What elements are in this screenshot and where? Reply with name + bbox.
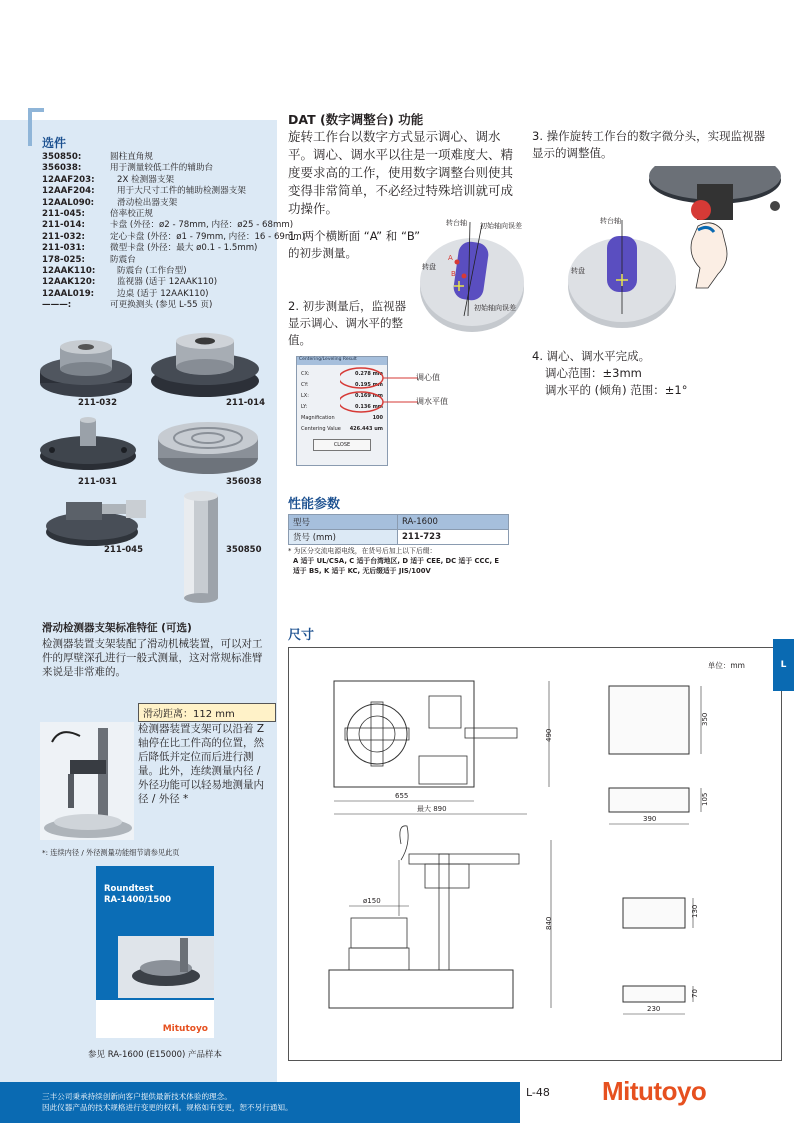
option-code: 12AAK120: [42,277,96,288]
specs-note-2: A 适于 UL/CSA, C 适于台湾地区, D 适于 CEE, DC 适于 CCC, E [293,557,500,565]
slide-footnote: *: 连续内径 / 外径测量功能细节请参见此页 [42,848,180,857]
option-desc: 2X 检测器支架 [117,174,175,185]
dialog-row-value: 100 [372,415,383,421]
option-item [42,198,274,209]
option-desc: 圆柱直角规 [110,152,153,162]
option-code: 178-025: [42,254,85,265]
dialog-row-key: LY: [301,404,308,410]
dialog-row-key: Centering Value [301,426,341,432]
slide-body: 检测器装置支架装配了滑动机械装置，可以对工件的厚壁深孔进行一般式测量，这对常规标准臂来说是非常难的。 [42,638,263,678]
dat-label-init-axis: 初始轴向误差 [480,222,522,230]
dialog-row-value: 426.443 um [349,426,383,432]
brochure-title: Roundtest [104,884,154,894]
chuck-211-014-image [148,325,262,401]
dat-label-init-pos: 初始轴向误差 [474,304,516,312]
option-desc: 微型卡盘 (外径：最大 ø0.1 - 1.5mm) [110,243,258,254]
dat-label-A: A [448,254,453,262]
dialog-close-button[interactable]: CLOSE [313,439,371,451]
option-item [42,243,274,254]
option-item [42,255,274,266]
dat-diagram-1 [412,216,532,336]
dimensions-drawing-box [288,647,782,1061]
option-code: 12AAK110: [42,266,96,277]
specs-header-value: RA-1600 [398,515,509,530]
brochure-cover[interactable] [96,866,214,1038]
specs-header-key: 型号 [289,515,398,530]
option-code: 356038: [42,163,82,174]
specs-title: 性能参数 [288,497,341,512]
dims-unit: 单位：mm [707,661,745,670]
dim-230: 230 [647,1005,661,1013]
dialog-row-value: 0.195 mm [355,382,383,388]
dim-840: 840 [545,916,553,930]
hand-adjusting-image [678,216,736,290]
dim-890: 最大 890 [417,805,447,813]
dat-intro: 旋转工作台以数字方式显示调心、调水平。调心、调水平以往是一项难度大、精度要求高的工作，使用数字调整台则使其变得非常简单，不必经过特殊培训就可成功操作。 [288,129,514,216]
specs-note-3: 适于 BS, K 适于 KC, 无后缀适于 JIS/100V [293,567,431,575]
option-item [42,231,305,243]
slide-detail: 检测器装置支架可以沿着 Z 轴停在比工件高的位置，然后降低并定位而后进行测量。此外，连续测量内径 / 外径功能可以轻易地测量内径 / 外径 * [138,723,265,805]
dim-390: 390 [643,815,657,823]
option-code: 12AAF204: [42,186,95,197]
section-tab-L[interactable]: L [773,639,794,691]
brochure-logo: Mitutoyo [162,1024,208,1034]
specs-row-key: 货号 (mm) [289,530,398,545]
page-number: L-48 [526,1086,550,1099]
caption-211-032: 211-032 [78,398,118,408]
dat-step1: 1. 两个横断面 “A” 和 “B” 的初步测量。 [288,229,421,260]
dat-diagram-2 [562,216,682,336]
slide-holder-photo [40,722,134,840]
dialog-row-key: CX: [301,371,310,377]
dat-label-level-value: 调水平值 [416,397,448,406]
dialog-row-key: CY: [301,382,309,388]
dialog-row-value: 0.278 mm [355,371,383,377]
option-item [42,220,294,231]
option-desc: 用于大尺寸工件的辅助检测器支架 [117,186,246,197]
table-356038-image [155,408,261,478]
brochure-caption: 参见 RA-1600 (E15000) 产品样本 [88,1050,223,1060]
brochure-subtitle: RA-1400/1500 [104,895,172,905]
option-code: 211-014: [42,220,85,231]
brochure-photo-area [118,936,214,998]
dimensions-drawing [289,648,781,1060]
option-item [42,175,274,186]
option-item [42,152,274,163]
dialog-row-key: LX: [301,393,309,399]
dat-step4-title: 4. 调心、调水平完成。 [532,349,651,363]
dialog-row-key: Magnification [301,415,335,421]
option-desc: 定心卡盘 (外径：ø1 - 79mm, 内径：16 - 69mm) [110,231,305,242]
specs-note-1: * 为区分交流电源电线，在货号后加上以下后缀： [288,547,437,555]
dim-130: 130 [691,904,699,918]
dims-title: 尺寸 [288,628,315,643]
option-item [42,266,274,277]
brochure-machine-image [118,936,214,998]
dat-step3: 3. 操作旋转工作台的数字微分头，实现监视器显示的调整值。 [532,129,766,160]
dat-label-axis-2: 转台轴 [600,217,621,225]
option-code: 211-045: [42,209,85,220]
option-desc: 用于测量较低工件的辅助台 [110,163,214,174]
caption-211-031: 211-031 [78,477,118,487]
option-desc: 防震台 [110,254,136,265]
option-desc: 边桌 (适于 12AAK110) [117,288,209,299]
option-desc: 可更换测头 (参见 L-55 页) [110,300,213,311]
footer-band [0,1082,520,1123]
option-desc: 倍率校正规 [110,209,153,220]
option-item [42,277,274,288]
brochure-footer-band [96,1000,214,1038]
dim-105: 105 [701,792,709,806]
option-code: 12AAL090: [42,197,95,208]
slide-distance-badge: 滑动距离：112 mm [138,703,276,722]
dialog-callout-lines [340,362,430,422]
option-desc: 卡盘 (外径：ø2 - 78mm, 内径：ø25 - 68mm) [110,220,294,231]
option-code: 12AAF203: [42,174,95,185]
dat-title: DAT (数字调整台) 功能 [288,112,424,127]
option-code: 211-031: [42,243,85,254]
option-desc: 防震台 (工作台型) [117,266,187,277]
option-item [42,163,274,174]
dialog-title: Centering/Leveling Result [297,357,387,365]
dat-label-axis: 转台轴 [446,219,467,227]
dim-655: 655 [395,792,409,800]
caption-211-014: 211-014 [226,398,266,408]
dat-step2: 2. 初步测量后，监视器显示调心、调水平的整值。 [288,299,407,347]
option-code: 211-032: [42,231,85,242]
option-code: 12AAL019: [42,288,95,299]
gauge-211-045-image [42,490,154,550]
footer-line-2: 因此仪器产品的技术规格进行变更的权利。规格如有变更，恕不另行通知。 [42,1103,293,1112]
footer-line-1: 三丰公司秉承持续创新向客户提供最新技术体验的理念。 [42,1092,232,1101]
dim-350: 350 [701,712,709,726]
option-item [42,300,274,311]
caption-356038: 356038 [226,477,262,487]
cylinder-350850-image [180,488,222,606]
dialog-row-value: 0.169 mm [355,393,383,399]
specs-row-value: 211-723 [398,530,509,545]
slide-title: 滑动检测器支架标准特征 (可选) [42,622,192,634]
dat-label-B: B [451,270,456,278]
option-desc: 监视器 (适于 12AAK110) [117,277,218,288]
option-item [42,209,274,220]
left-panel-top-white [0,0,277,120]
chuck-211-031-image [38,412,138,476]
dat-step4-center: 调心范围：±3mm [545,366,642,380]
option-code: 350850: [42,152,82,162]
dat-label-center-value: 调心值 [416,373,440,382]
option-code: ———: [42,300,72,311]
dim-490: 490 [545,728,553,742]
dialog-row [301,424,383,435]
dat-label-table: 转盘 [422,263,436,271]
caption-211-045: 211-045 [104,545,144,555]
options-title: 选件 [42,136,67,150]
caption-350850: 350850 [226,545,262,555]
dialog-row-value: 0.136 mm [355,404,383,410]
options-list [42,152,305,312]
mitutoyo-logo: Mitutoyo [602,1076,707,1106]
chuck-211-032-image [38,335,138,403]
specs-table [288,514,509,545]
dat-label-table-2: 转盘 [571,267,585,275]
dat-step4-level: 调水平的 (倾角) 范围：±1° [545,383,688,397]
option-item [42,186,274,197]
option-desc: 滑动检出器支架 [117,197,178,208]
option-item [42,289,274,300]
dim-70: 70 [691,989,699,998]
dim-150: ø150 [363,897,381,905]
